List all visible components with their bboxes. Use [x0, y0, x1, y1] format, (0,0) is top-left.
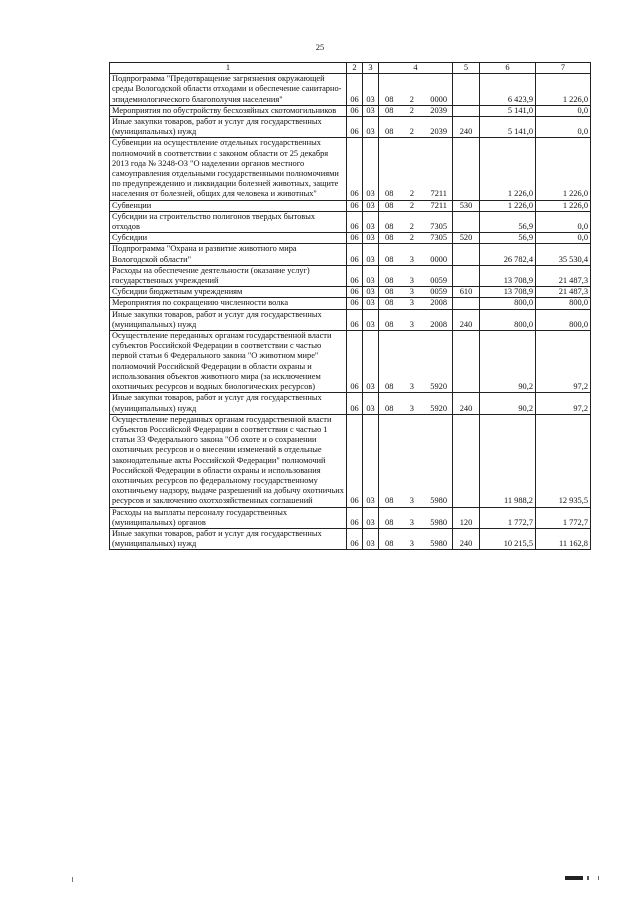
budget-table — [109, 62, 591, 550]
cell-section: 06 — [347, 244, 363, 265]
article-part: 08 — [385, 276, 394, 286]
table-header-row — [110, 63, 591, 74]
article-part: 5920 — [430, 403, 447, 413]
cell-section: 06 — [347, 265, 363, 286]
row-name: Осуществление переданных органам государственной власти субъектов Российской Федерации в соответствии с частью первой статьи 6 Федерального закона "О животном мире" полномочий Российской Федерации в области охраны и использования объектов животного мира (за исключением охотничьих ресурсов и водных биологических ресурсов) — [110, 331, 347, 393]
article-part: 08 — [385, 319, 394, 329]
cell-amount-year1: 5 141,0 — [480, 105, 536, 116]
article-part: 2 — [409, 127, 414, 137]
cell-amount-year1: 800,0 — [480, 309, 536, 330]
article-part: 08 — [385, 189, 394, 199]
cell-section: 06 — [347, 233, 363, 244]
article-part: 2039 — [430, 105, 447, 115]
article-part: 5980 — [430, 496, 447, 506]
cell-amount-year2: 97,2 — [536, 393, 591, 414]
cell-target-article — [379, 528, 453, 549]
article-part: 08 — [385, 539, 394, 549]
cell-expense-type: 240 — [453, 309, 480, 330]
column-header: 7 — [536, 63, 591, 74]
column-header: 3 — [363, 63, 379, 74]
article-part: 0000 — [430, 254, 447, 264]
article-part: 3 — [409, 287, 414, 297]
cell-amount-year2: 1 772,7 — [536, 507, 591, 528]
cell-target-article — [379, 200, 453, 211]
cell-section: 06 — [347, 74, 363, 106]
table-row — [110, 211, 591, 232]
table-row — [110, 309, 591, 330]
article-part: 08 — [385, 233, 394, 243]
cell-target-article — [379, 74, 453, 106]
article-part: 0000 — [430, 94, 447, 104]
cell-amount-year1: 90,2 — [480, 331, 536, 393]
article-part: 08 — [385, 382, 394, 392]
article-part: 08 — [385, 127, 394, 137]
article-part: 08 — [385, 105, 394, 115]
cell-amount-year2: 0,0 — [536, 233, 591, 244]
table-row — [110, 414, 591, 507]
article-part: 08 — [385, 287, 394, 297]
table-row — [110, 298, 591, 309]
cell-subsection: 03 — [363, 507, 379, 528]
cell-section: 06 — [347, 287, 363, 298]
article-part: 08 — [385, 403, 394, 413]
article-part: 08 — [385, 94, 394, 104]
cell-amount-year1: 5 141,0 — [480, 117, 536, 138]
cell-section: 06 — [347, 211, 363, 232]
cell-amount-year1: 11 988,2 — [480, 414, 536, 507]
table-row — [110, 244, 591, 265]
cell-expense-type: 240 — [453, 393, 480, 414]
cell-target-article — [379, 298, 453, 309]
cell-expense-type — [453, 105, 480, 116]
article-part: 3 — [409, 496, 414, 506]
cell-amount-year2: 21 487,3 — [536, 265, 591, 286]
cell-expense-type — [453, 298, 480, 309]
cell-amount-year1: 26 782,4 — [480, 244, 536, 265]
cell-subsection: 03 — [363, 298, 379, 309]
scan-mark — [72, 877, 73, 882]
row-name: Иные закупки товаров, работ и услуг для государственных (муниципальных) нужд — [110, 309, 347, 330]
article-part: 08 — [385, 298, 394, 308]
article-part: 08 — [385, 496, 394, 506]
cell-expense-type — [453, 414, 480, 507]
table-row — [110, 200, 591, 211]
article-part: 5920 — [430, 382, 447, 392]
cell-section: 06 — [347, 331, 363, 393]
article-part: 08 — [385, 200, 394, 210]
cell-expense-type: 240 — [453, 528, 480, 549]
column-header: 1 — [110, 63, 347, 74]
article-part: 3 — [409, 319, 414, 329]
article-part: 2 — [409, 233, 414, 243]
column-header: 5 — [453, 63, 480, 74]
cell-amount-year1: 13 708,9 — [480, 287, 536, 298]
cell-subsection: 03 — [363, 117, 379, 138]
article-part: 0059 — [430, 276, 447, 286]
article-part: 2 — [409, 189, 415, 199]
scan-mark — [565, 876, 583, 880]
cell-target-article — [379, 244, 453, 265]
row-name: Иные закупки товаров, работ и услуг для государственных (муниципальных) нужд — [110, 117, 347, 138]
row-name: Мероприятия по сокращению численности волка — [110, 298, 347, 309]
cell-amount-year1: 56,9 — [480, 211, 536, 232]
article-part: 2008 — [430, 298, 447, 308]
article-part: 2008 — [430, 319, 447, 329]
cell-section: 06 — [347, 138, 363, 200]
article-part: 0059 — [430, 287, 447, 297]
cell-amount-year1: 13 708,9 — [480, 265, 536, 286]
cell-subsection: 03 — [363, 74, 379, 106]
cell-subsection: 03 — [363, 200, 379, 211]
table-row — [110, 138, 591, 200]
article-part: 2 — [409, 105, 414, 115]
article-part: 7305 — [430, 233, 447, 243]
cell-expense-type — [453, 211, 480, 232]
table-row — [110, 105, 591, 116]
column-header: 4 — [379, 63, 453, 74]
article-part: 2 — [409, 222, 414, 232]
table-row — [110, 287, 591, 298]
scan-mark — [598, 876, 599, 880]
cell-subsection: 03 — [363, 528, 379, 549]
scan-mark — [587, 876, 589, 880]
article-part: 7211 — [430, 189, 447, 199]
cell-section: 06 — [347, 507, 363, 528]
article-part: 08 — [385, 517, 394, 527]
cell-subsection: 03 — [363, 265, 379, 286]
cell-amount-year1: 56,9 — [480, 233, 536, 244]
cell-target-article — [379, 309, 453, 330]
table-row — [110, 528, 591, 549]
cell-target-article — [379, 105, 453, 116]
cell-section: 06 — [347, 200, 363, 211]
cell-target-article — [379, 265, 453, 286]
column-header: 2 — [347, 63, 363, 74]
cell-amount-year2: 35 530,4 — [536, 244, 591, 265]
cell-section: 06 — [347, 414, 363, 507]
cell-subsection: 03 — [363, 309, 379, 330]
article-part: 3 — [409, 254, 414, 264]
cell-amount-year1: 90,2 — [480, 393, 536, 414]
cell-amount-year1: 10 215,5 — [480, 528, 536, 549]
article-part: 2 — [409, 94, 414, 104]
table-row — [110, 507, 591, 528]
table-row — [110, 331, 591, 393]
column-header: 6 — [480, 63, 536, 74]
cell-expense-type: 520 — [453, 233, 480, 244]
row-name: Субвенции на осуществление отдельных государственных полномочий в соответствии с законом области от 25 декабря 2013 года № 3248-ОЗ "О наделении органов местного самоуправления отдельными государственными полномочиями по предупреждению и ликвидации болезней животных, защите населения от болезней, общих для человека и животных" — [110, 138, 347, 200]
cell-amount-year1: 1 226,0 — [480, 138, 536, 200]
article-part: 3 — [409, 403, 414, 413]
cell-section: 06 — [347, 528, 363, 549]
article-part: 3 — [409, 382, 414, 392]
table-body — [110, 74, 591, 550]
article-part: 08 — [385, 222, 394, 232]
cell-subsection: 03 — [363, 233, 379, 244]
cell-subsection: 03 — [363, 105, 379, 116]
cell-target-article — [379, 507, 453, 528]
cell-amount-year2: 12 935,5 — [536, 414, 591, 507]
article-part: 3 — [409, 517, 414, 527]
cell-subsection: 03 — [363, 287, 379, 298]
article-part: 08 — [385, 254, 394, 264]
article-part: 2039 — [430, 127, 447, 137]
row-name: Иные закупки товаров, работ и услуг для государственных (муниципальных) нужд — [110, 393, 347, 414]
cell-amount-year2: 97,2 — [536, 331, 591, 393]
cell-amount-year2: 1 226,0 — [536, 74, 591, 106]
table-row — [110, 233, 591, 244]
row-name: Субсидии на строительство полигонов твердых бытовых отходов — [110, 211, 347, 232]
cell-expense-type — [453, 138, 480, 200]
table-row — [110, 393, 591, 414]
row-name: Подпрограмма "Предотвращение загрязнения окружающей среды Вологодской области отходами и обеспечение санитарно-эпидемиологического благополучия населения" — [110, 74, 347, 106]
cell-expense-type — [453, 74, 480, 106]
page-number: 25 — [315, 42, 325, 52]
cell-target-article — [379, 211, 453, 232]
row-name: Мероприятия по обустройству бесхозяйных скотомогильников — [110, 105, 347, 116]
cell-amount-year2: 1 226,0 — [536, 138, 591, 200]
cell-expense-type: 610 — [453, 287, 480, 298]
cell-expense-type — [453, 265, 480, 286]
cell-target-article — [379, 138, 453, 200]
cell-amount-year2: 21 487,3 — [536, 287, 591, 298]
table-row — [110, 74, 591, 106]
row-name: Осуществление переданных органам государственной власти субъектов Российской Федерации в соответствии с частью 1 статьи 33 Федерального закона "Об охоте и о сохранении охотничьих ресурсов и о внесении изменений в отдельные законодательные акты Российской Федерации" полномочий Российской Федерации в области охраны и использования охотничьих ресурсов по федеральному государственному охотничьему надзору, выдаче разрешений на добычу охотничьих ресурсов и заключению охотхозяйственных соглашений — [110, 414, 347, 507]
cell-target-article — [379, 331, 453, 393]
cell-amount-year2: 1 226,0 — [536, 200, 591, 211]
row-name: Иные закупки товаров, работ и услуг для государственных (муниципальных) нужд — [110, 528, 347, 549]
article-part: 3 — [409, 276, 414, 286]
row-name: Субсидии — [110, 233, 347, 244]
cell-section: 06 — [347, 117, 363, 138]
article-part: 2 — [409, 200, 415, 210]
cell-subsection: 03 — [363, 414, 379, 507]
cell-amount-year1: 6 423,9 — [480, 74, 536, 106]
cell-section: 06 — [347, 298, 363, 309]
table-row — [110, 265, 591, 286]
article-part: 7211 — [430, 200, 447, 210]
cell-subsection: 03 — [363, 331, 379, 393]
cell-target-article — [379, 393, 453, 414]
cell-target-article — [379, 233, 453, 244]
cell-target-article — [379, 287, 453, 298]
row-name: Расходы на обеспечение деятельности (оказание услуг) государственных учреждений — [110, 265, 347, 286]
cell-expense-type — [453, 244, 480, 265]
row-name: Подпрограмма "Охрана и развитие животного мира Вологодской области" — [110, 244, 347, 265]
cell-section: 06 — [347, 309, 363, 330]
cell-amount-year2: 0,0 — [536, 105, 591, 116]
cell-subsection: 03 — [363, 211, 379, 232]
cell-target-article — [379, 117, 453, 138]
row-name: Субвенции — [110, 200, 347, 211]
article-part: 3 — [409, 298, 414, 308]
cell-amount-year2: 11 162,8 — [536, 528, 591, 549]
cell-expense-type: 240 — [453, 117, 480, 138]
cell-amount-year1: 800,0 — [480, 298, 536, 309]
cell-expense-type: 120 — [453, 507, 480, 528]
article-part: 5980 — [430, 517, 447, 527]
cell-amount-year2: 800,0 — [536, 298, 591, 309]
cell-amount-year2: 0,0 — [536, 117, 591, 138]
cell-amount-year1: 1 772,7 — [480, 507, 536, 528]
article-part: 5980 — [430, 539, 447, 549]
cell-subsection: 03 — [363, 138, 379, 200]
cell-subsection: 03 — [363, 244, 379, 265]
row-name: Расходы на выплаты персоналу государственных (муниципальных) органов — [110, 507, 347, 528]
cell-section: 06 — [347, 105, 363, 116]
cell-expense-type: 530 — [453, 200, 480, 211]
cell-subsection: 03 — [363, 393, 379, 414]
row-name: Субсидии бюджетным учреждениям — [110, 287, 347, 298]
cell-expense-type — [453, 331, 480, 393]
article-part: 3 — [409, 539, 414, 549]
cell-amount-year1: 1 226,0 — [480, 200, 536, 211]
cell-amount-year2: 800,0 — [536, 309, 591, 330]
cell-target-article — [379, 414, 453, 507]
article-part: 7305 — [430, 222, 447, 232]
cell-section: 06 — [347, 393, 363, 414]
cell-amount-year2: 0,0 — [536, 211, 591, 232]
table-row — [110, 117, 591, 138]
